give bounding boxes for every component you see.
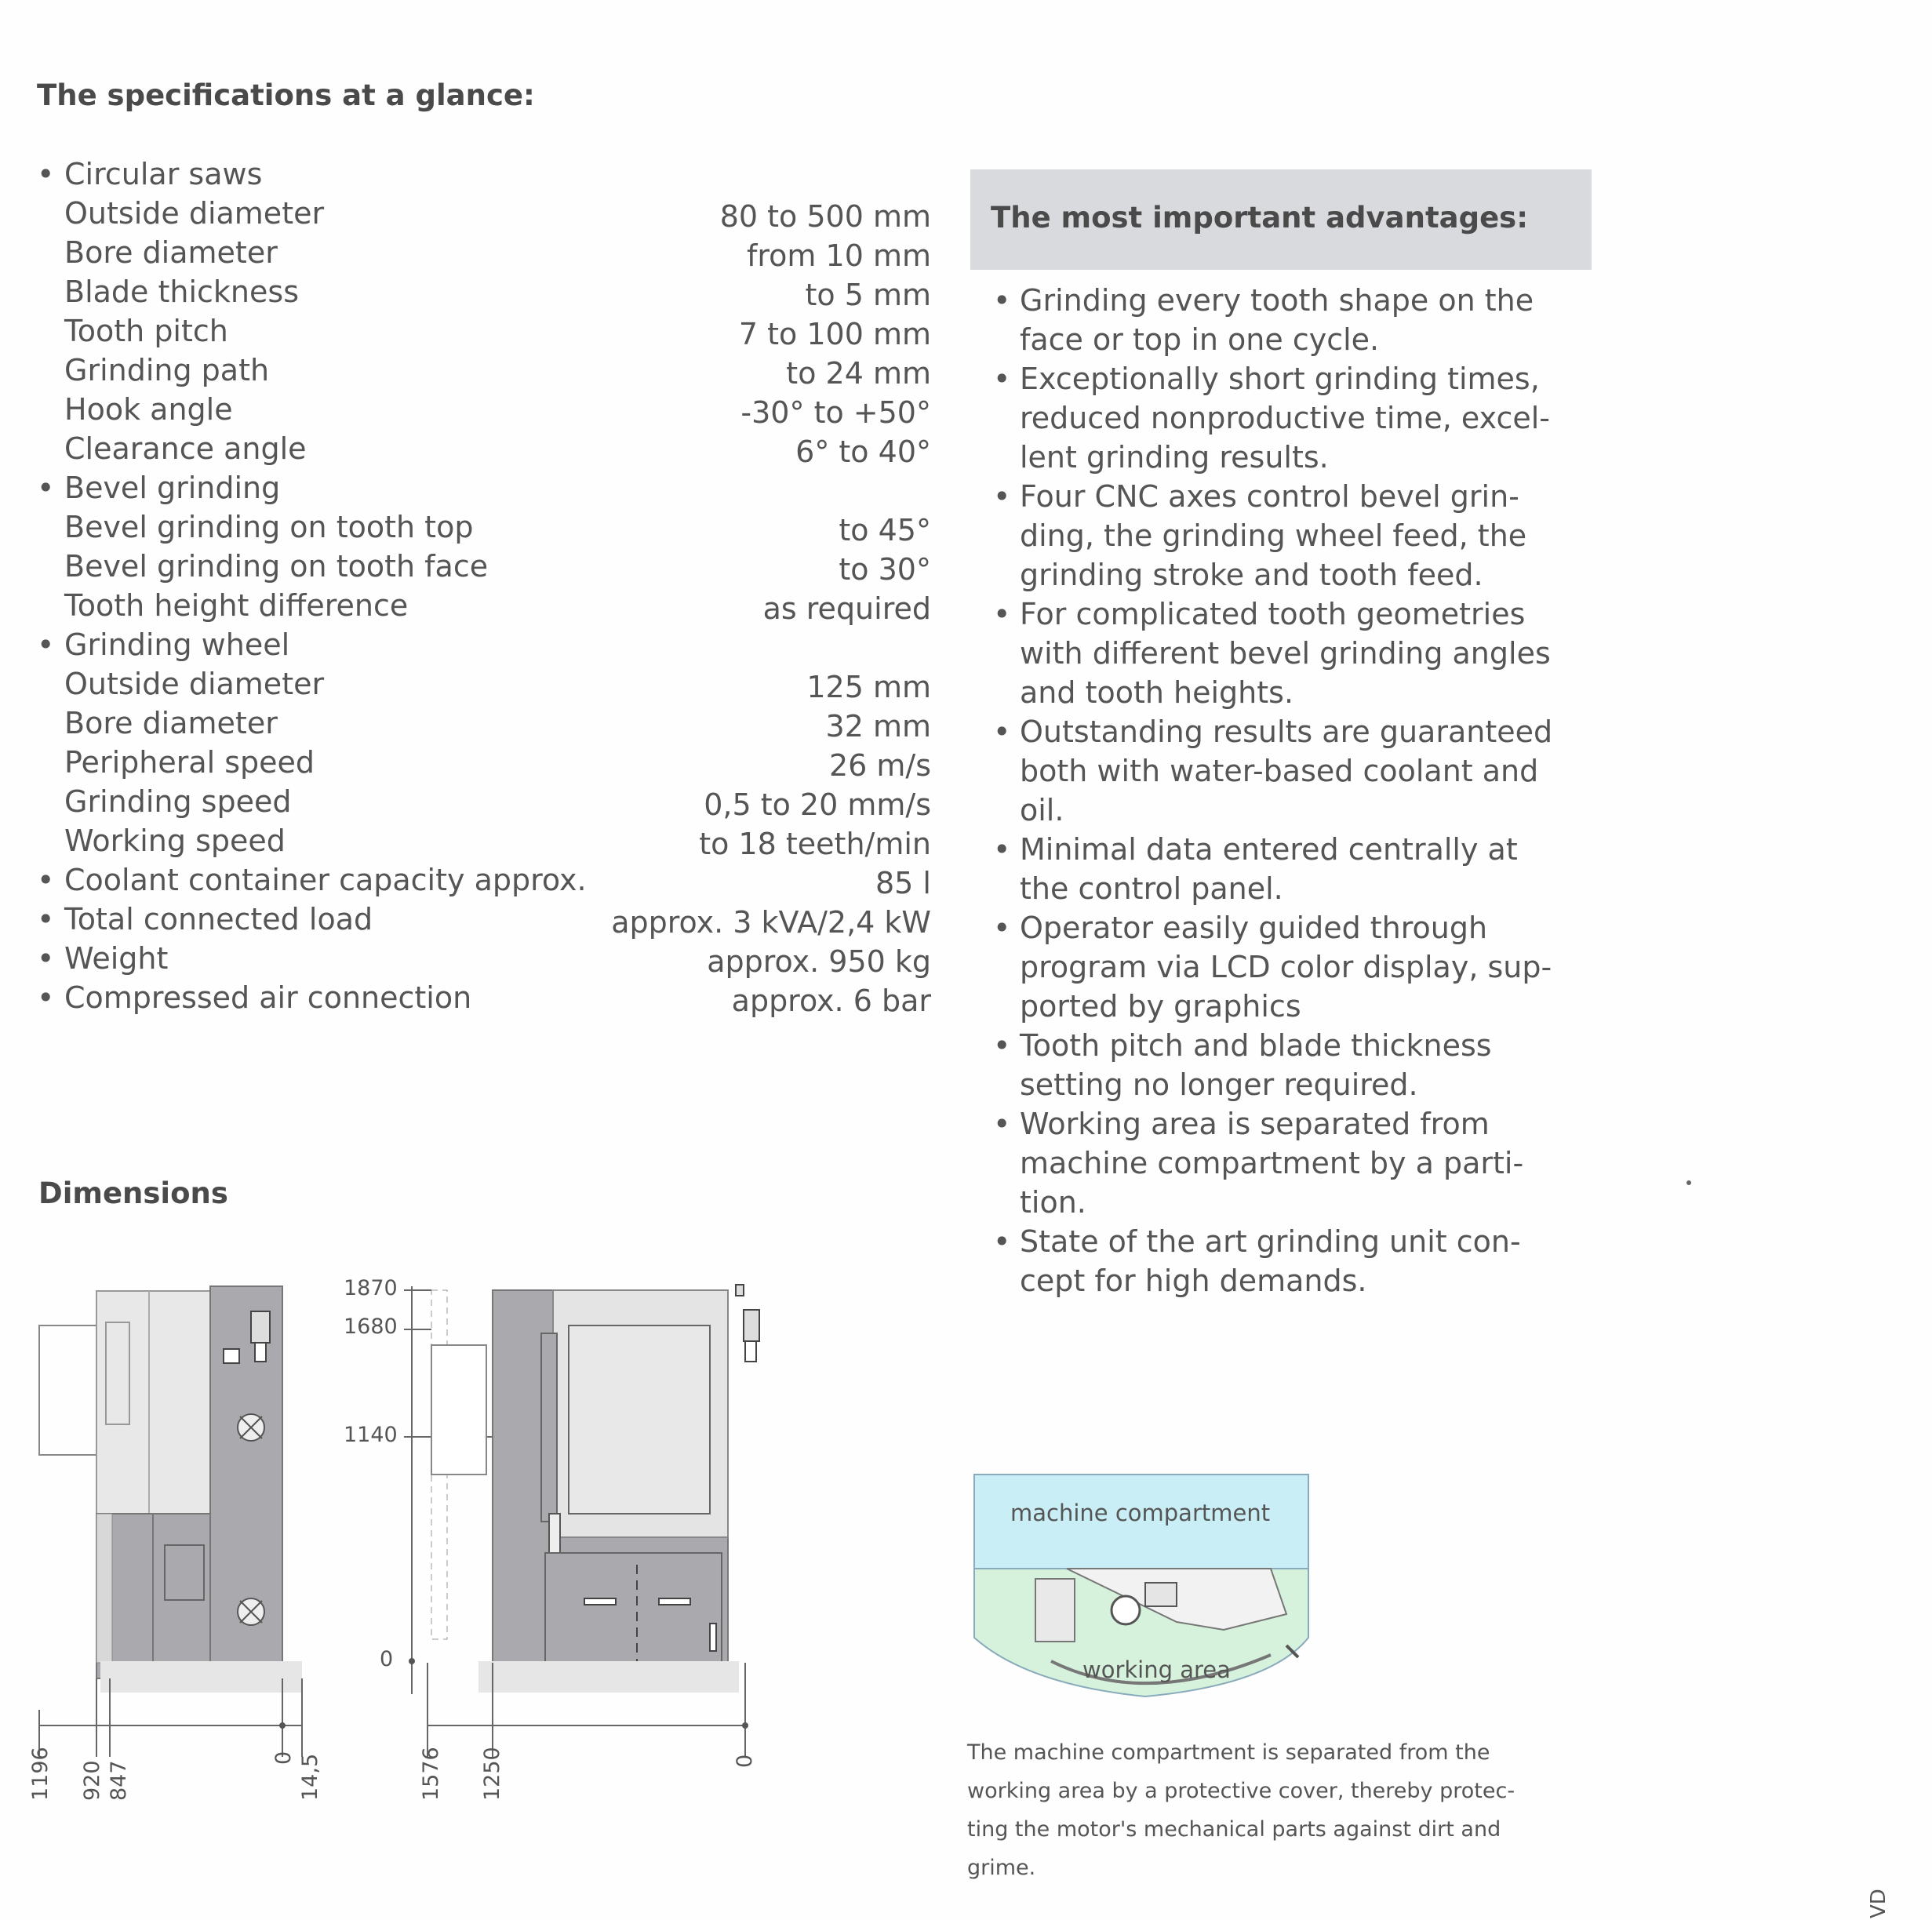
advantage-line: lent grinding results. [1020, 440, 1329, 475]
spec-row [37, 353, 931, 392]
advantage-line: Working area is separated from [1020, 1107, 1490, 1141]
front-view-drawing [329, 1255, 800, 1804]
advantages-title: The most important advantages: [991, 201, 1529, 235]
height-label-1680: 1680 [344, 1315, 398, 1339]
spec-value: to 45° [839, 513, 931, 547]
width-label-1576: 1576 [419, 1747, 443, 1801]
spec-label: Grinding path [64, 353, 270, 387]
spec-label: Bevel grinding [64, 471, 281, 505]
spec-row [37, 941, 931, 980]
bullet-icon: • [993, 1107, 1011, 1141]
spec-value: 125 mm [806, 670, 931, 704]
spec-row [37, 667, 931, 706]
spec-row [37, 314, 931, 353]
spec-value: 80 to 500 mm [719, 199, 931, 234]
spec-label: Grinding wheel [64, 627, 290, 662]
spec-label: Bore diameter [64, 706, 278, 740]
bullet-icon: • [37, 980, 55, 1015]
height-label-1140: 1140 [344, 1423, 398, 1447]
spec-row [37, 392, 931, 431]
spec-row [37, 824, 931, 863]
spec-label: Blade thickness [64, 275, 299, 309]
side-view-drawing [0, 1255, 329, 1804]
spec-label: Bore diameter [64, 235, 278, 270]
spec-value: to 18 teeth/min [699, 827, 931, 861]
spec-row [37, 784, 931, 824]
width-label-1250: 1250 [480, 1747, 504, 1801]
spec-row [37, 549, 931, 588]
advantage-line: For complicated tooth geometries [1020, 597, 1526, 631]
advantage-line: ported by graphics [1020, 989, 1301, 1024]
spec-label: Circular saws [64, 157, 263, 191]
dimensions-title: Dimensions [38, 1176, 228, 1210]
advantage-item [993, 1026, 1569, 1104]
spec-row [37, 510, 931, 549]
advantage-item [993, 1104, 1569, 1222]
height-label-1870: 1870 [344, 1276, 398, 1300]
spec-label: Total connected load [64, 902, 373, 936]
dim-label-920: 920 [80, 1760, 104, 1801]
bullet-icon: • [993, 832, 1011, 867]
bullet-icon: • [37, 471, 55, 505]
bullet-icon: • [993, 362, 1011, 396]
bullet-icon: • [37, 941, 55, 976]
advantage-line: and tooth heights. [1020, 675, 1294, 710]
advantage-line: oil. [1020, 793, 1064, 827]
advantage-item [993, 712, 1569, 830]
advantage-line: machine compartment by a parti- [1020, 1146, 1524, 1180]
advantage-line: setting no longer required. [1020, 1067, 1418, 1102]
advantage-item [993, 830, 1569, 908]
spec-title: The specifications at a glance: [37, 78, 535, 112]
spec-value: to 5 mm [805, 278, 931, 312]
spec-label: Outside diameter [64, 667, 325, 701]
spec-row [37, 745, 931, 784]
advantage-line: both with water-based coolant and [1020, 754, 1539, 788]
spec-row [37, 196, 931, 235]
height-label-0: 0 [380, 1647, 394, 1671]
dim-label-0-left: 0 [271, 1751, 296, 1765]
bullet-icon: • [993, 597, 1011, 631]
advantage-line: program via LCD color display, sup- [1020, 950, 1552, 984]
spec-value: 7 to 100 mm [738, 317, 931, 351]
spec-label: Grinding speed [64, 784, 292, 819]
spec-value: 6° to 40° [795, 435, 931, 469]
advantage-item [993, 281, 1569, 359]
bullet-icon: • [993, 283, 1011, 318]
advantage-line: cept for high demands. [1020, 1264, 1367, 1298]
width-label-0: 0 [733, 1754, 757, 1768]
advantage-line: Minimal data entered centrally at [1020, 832, 1518, 867]
spec-value: as required [762, 591, 931, 626]
advantage-line: ding, the grinding wheel feed, the [1020, 518, 1527, 553]
compartment-caption [967, 1733, 1595, 1887]
spec-row [37, 863, 931, 902]
caption-line: ting the motor's mechanical parts against dirt and [967, 1817, 1501, 1842]
spec-label: Tooth height difference [64, 588, 409, 623]
spec-label: Coolant container capacity approx. [64, 863, 587, 897]
advantage-line: tion. [1020, 1185, 1086, 1220]
advantage-line: the control panel. [1020, 871, 1283, 906]
advantages-list [993, 281, 1600, 1300]
advantage-line: Outstanding results are guaranteed [1020, 715, 1553, 749]
spec-row [37, 431, 931, 471]
advantage-line: face or top in one cycle. [1020, 322, 1380, 357]
spec-label: Peripheral speed [64, 745, 315, 780]
advantage-item [993, 1222, 1569, 1300]
spec-row [37, 627, 931, 667]
spec-value: from 10 mm [747, 238, 931, 273]
advantage-item [993, 595, 1569, 712]
working-area-label: working area [1082, 1656, 1231, 1683]
spec-value: 0,5 to 20 mm/s [704, 787, 931, 822]
spec-row [37, 706, 931, 745]
bullet-icon: • [37, 902, 55, 936]
advantage-line: with different bevel grinding angles [1020, 636, 1551, 671]
spec-list [37, 157, 931, 1035]
bullet-icon: • [37, 157, 55, 191]
bullet-icon: • [993, 479, 1011, 514]
spec-row [37, 275, 931, 314]
spec-row [37, 902, 931, 941]
spec-value: 32 mm [825, 709, 931, 744]
dim-label-14-5: 14,5 [298, 1753, 322, 1801]
advantage-line: Exceptionally short grinding times, [1020, 362, 1540, 396]
spec-value: approx. 950 kg [707, 944, 931, 979]
spec-value: 85 l [875, 866, 931, 900]
caption-line: The machine compartment is separated from the [967, 1740, 1490, 1765]
spec-value: to 24 mm [786, 356, 931, 391]
bullet-icon: • [993, 911, 1011, 945]
spec-value: approx. 3 kVA/2,4 kW [611, 905, 931, 940]
spec-value: approx. 6 bar [731, 984, 931, 1018]
caption-line: working area by a protective cover, thereby protec- [967, 1779, 1515, 1803]
spec-label: Hook angle [64, 392, 233, 427]
bullet-icon: • [993, 1224, 1011, 1259]
spec-label: Outside diameter [64, 196, 325, 231]
advantage-line: Four CNC axes control bevel grin- [1020, 479, 1519, 514]
spec-value: -30° to +50° [740, 395, 931, 430]
spec-row [37, 235, 931, 275]
spec-label: Clearance angle [64, 431, 307, 466]
bullet-icon: • [37, 627, 55, 662]
spec-row [37, 157, 931, 196]
bullet-icon: • [993, 715, 1011, 749]
spec-label: Weight [64, 941, 169, 976]
dim-label-847: 847 [107, 1760, 131, 1801]
bullet-icon: • [37, 863, 55, 897]
advantage-line: grinding stroke and tooth feed. [1020, 558, 1483, 592]
advantage-item [993, 359, 1569, 477]
spec-label: Working speed [64, 824, 286, 858]
caption-line: grime. [967, 1856, 1036, 1880]
advantage-line: State of the art grinding unit con- [1020, 1224, 1521, 1259]
advantage-line: Grinding every tooth shape on the [1020, 283, 1534, 318]
spec-row [37, 471, 931, 510]
spec-value: to 30° [839, 552, 931, 587]
corner-mark: VD [1867, 1889, 1890, 1918]
advantage-item [993, 477, 1569, 595]
spec-label: Bevel grinding on tooth face [64, 549, 489, 584]
spec-row [37, 588, 931, 627]
spec-label: Bevel grinding on tooth top [64, 510, 474, 544]
advantage-item [993, 908, 1569, 1026]
spec-value: 26 m/s [828, 748, 931, 783]
spec-label: Tooth pitch [64, 314, 228, 348]
speck [1686, 1180, 1691, 1185]
dim-label-1196: 1196 [28, 1747, 53, 1801]
machine-compartment-label: machine compartment [1010, 1500, 1271, 1526]
advantage-line: Operator easily guided through [1020, 911, 1488, 945]
advantage-line: Tooth pitch and blade thickness [1020, 1028, 1492, 1063]
bullet-icon: • [993, 1028, 1011, 1063]
advantage-line: reduced nonproductive time, excel- [1020, 401, 1551, 435]
spec-row [37, 980, 931, 1020]
spec-label: Compressed air connection [64, 980, 472, 1015]
advantages-header-box [970, 169, 1592, 270]
